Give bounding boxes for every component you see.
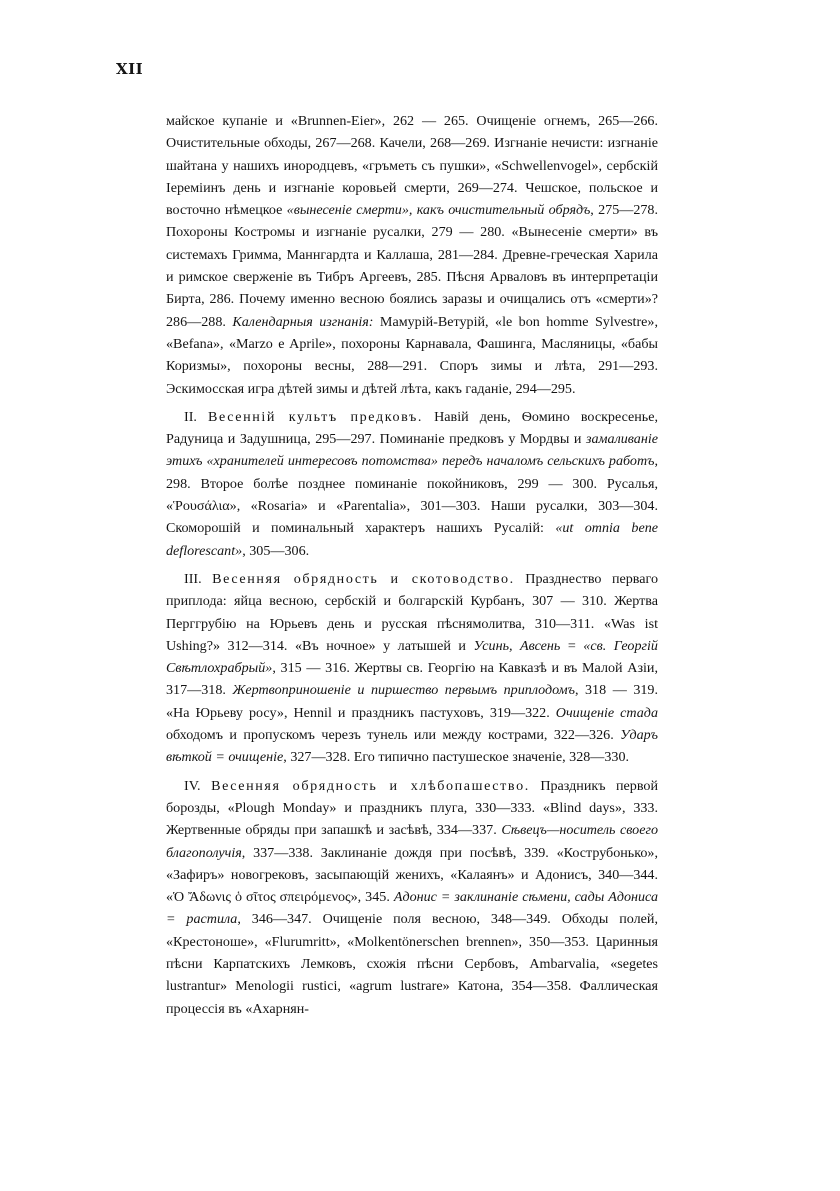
table-of-contents-text [166, 110, 658, 1026]
text-run: , 305—306. [242, 542, 310, 559]
text-run: , 327—328. Его типично пастушеское значеніе, 328—330. [283, 749, 630, 766]
text-run: Праздникъ первой борозды, «Plough Monday» и праздникъ плуга, 330—333. «Blind days», 333. Жертвенные обряды при запашкѣ и засѣвѣ, 334—337. [166, 777, 658, 839]
text-run: майское купаніе и «Brunnen-Eier», 262 — 265. Очищеніе огнемъ, 265—266. Очистительные обходы, 267—268. Качели, 268—269. Изгнаніе нечисти: изгнаніе шайтана у нашихъ инородцевъ, «гръметь съ пушки», «Schwellenvogel», сербскій Іереміинъ день и изгнаніе коровьей смерти, 269—274. Чешское, польское и восточно нѣмецкое [166, 113, 658, 219]
text-run: обходомъ и пропускомъ черезъ тунель или между кострами, 322—326. [166, 727, 621, 744]
text-run: , 337—338. Заклинаніе дождя при посѣвѣ, 339. «Кострубонько», «Зафиръ» новогрековъ, засыпающій женихъ, «Калаянъ» и Адонисъ, 340—344. «Ὁ Ἄδωνις ὁ σῖτος σπειρόμενος», 345. [166, 844, 658, 906]
italic-text-run: Ударъ вѣткой = очищеніе [166, 727, 658, 766]
italic-text-run: «ut omnia bene defloresсant» [166, 520, 658, 559]
paragraph-cleansing-rites [166, 110, 658, 400]
text-run: Мамурій-Ветурій, «le bon homme Sylvestre», «Befana», «Marzo e Aprile», похороны Карнавала, Фашинга, Масляницы, «бабы Коризмы», похороны весны, 288—291. Споръ зимы и лѣта, 291—293. Эскимосская игра дѣтей зимы и дѣтей лѣта, какъ гаданіе, 294—295. [166, 313, 658, 397]
section-number: IV. [184, 777, 212, 794]
section-number: III. [184, 570, 213, 587]
italic-text-run: «св. Георгій Свѣтлохрабрый» [166, 637, 658, 677]
section-title: Весенняя обрядность и хлѣбопашество. [211, 777, 530, 794]
italic-text-run: Очищеніе стада [555, 704, 658, 721]
paragraph-section-iv-agriculture [166, 775, 658, 1020]
italic-text-run: замаливаніе этихъ «хранителей интересовъ потомства» передъ началомъ сельскихъ работъ [166, 431, 658, 470]
text-run: Празднество перваго приплода: яйца весною, сербскій и болгарскій Курбанъ, 307 — 310. Жертва Перггрубію на Юрьевъ день и русская пѣснямолитва, 310—311. «Was ist Ushing?» 312—314. «Въ ночное» у латышей и [166, 570, 658, 654]
italic-text-run: Календарныя изгнанія: [232, 313, 374, 330]
text-run: , 298. Второе болѣе позднее поминаніе покойниковъ, 299 — 300. Русалья, «Ῥουσάλια», «Rosaria» и «Parentalia», 301—303. Наши русалки, 303—304. Скоморошій и поминальный характеръ нашихъ Русалій: [166, 453, 658, 537]
text-run: = [560, 637, 584, 654]
text-run: , 275—278. Похороны Костромы и изгнаніе русалки, 279 — 280. «Вынесеніе смерти» въ системахъ Гримма, Маннгардта и Каллаша, 281—284. Древне-греческая Харила и римское свержeніе въ Тибръ Аргеевъ, 285. Пѣсня Арваловъ въ интерпретаціи Бирта, 286. Почему именно весною боялись заразы и очищались отъ «смерти»? 286—288. [166, 202, 659, 330]
paragraph-section-ii-ancestor-cult [166, 406, 658, 562]
text-run: Навій день, Ѳомино воскресенье, Радуница и Задушница, 295—297. Поминаніе предковъ у Мордвы и [166, 408, 659, 448]
text-run: , 315 — 316. Жертвы св. Георгію на Кавказѣ и въ Малой Азіи, 317—318. [166, 660, 658, 699]
section-title: Весенній культъ предковъ. [208, 408, 424, 425]
italic-text-run: Адонис = заклинаніе сѣмени, сады Адониса = растила [166, 889, 658, 928]
italic-text-run: Сѣвецъ—носитель своего благополучія [166, 822, 659, 861]
paragraph-section-iii-cattle-breeding [166, 568, 658, 769]
text-run: , 346—347. Очищеніе поля весною, 348—349. Обходы полей, «Крестоноше», «Flurumritt», «Molkentönerschen brennen», 350—353. Царинныя пѣсни Карпатскихъ Лемковъ, схожія пѣсни Сербовъ, Ambarvalia, «segetes lustrantur» Menologii rustici, «agrum lustrare» Катона, 354—358. Фаллическая процессія въ «Ахарнян- [166, 911, 658, 1017]
page-number: XII [116, 60, 144, 78]
section-title: Весенняя обрядность и скотоводство. [212, 570, 515, 587]
italic-text-run: Жертвоприношеніе и пиршество первымъ приплодомъ [232, 682, 575, 699]
text-run: , 318 — 319. «На Юрьеву росу», Hennil и праздникъ пастуховъ, 319—322. [166, 682, 658, 721]
section-number: II. [184, 408, 209, 425]
italic-text-run: Усинь, Авсень [473, 637, 561, 654]
italic-text-run: «вынесеніе смерти», какъ очистительный обрядъ [286, 202, 591, 219]
